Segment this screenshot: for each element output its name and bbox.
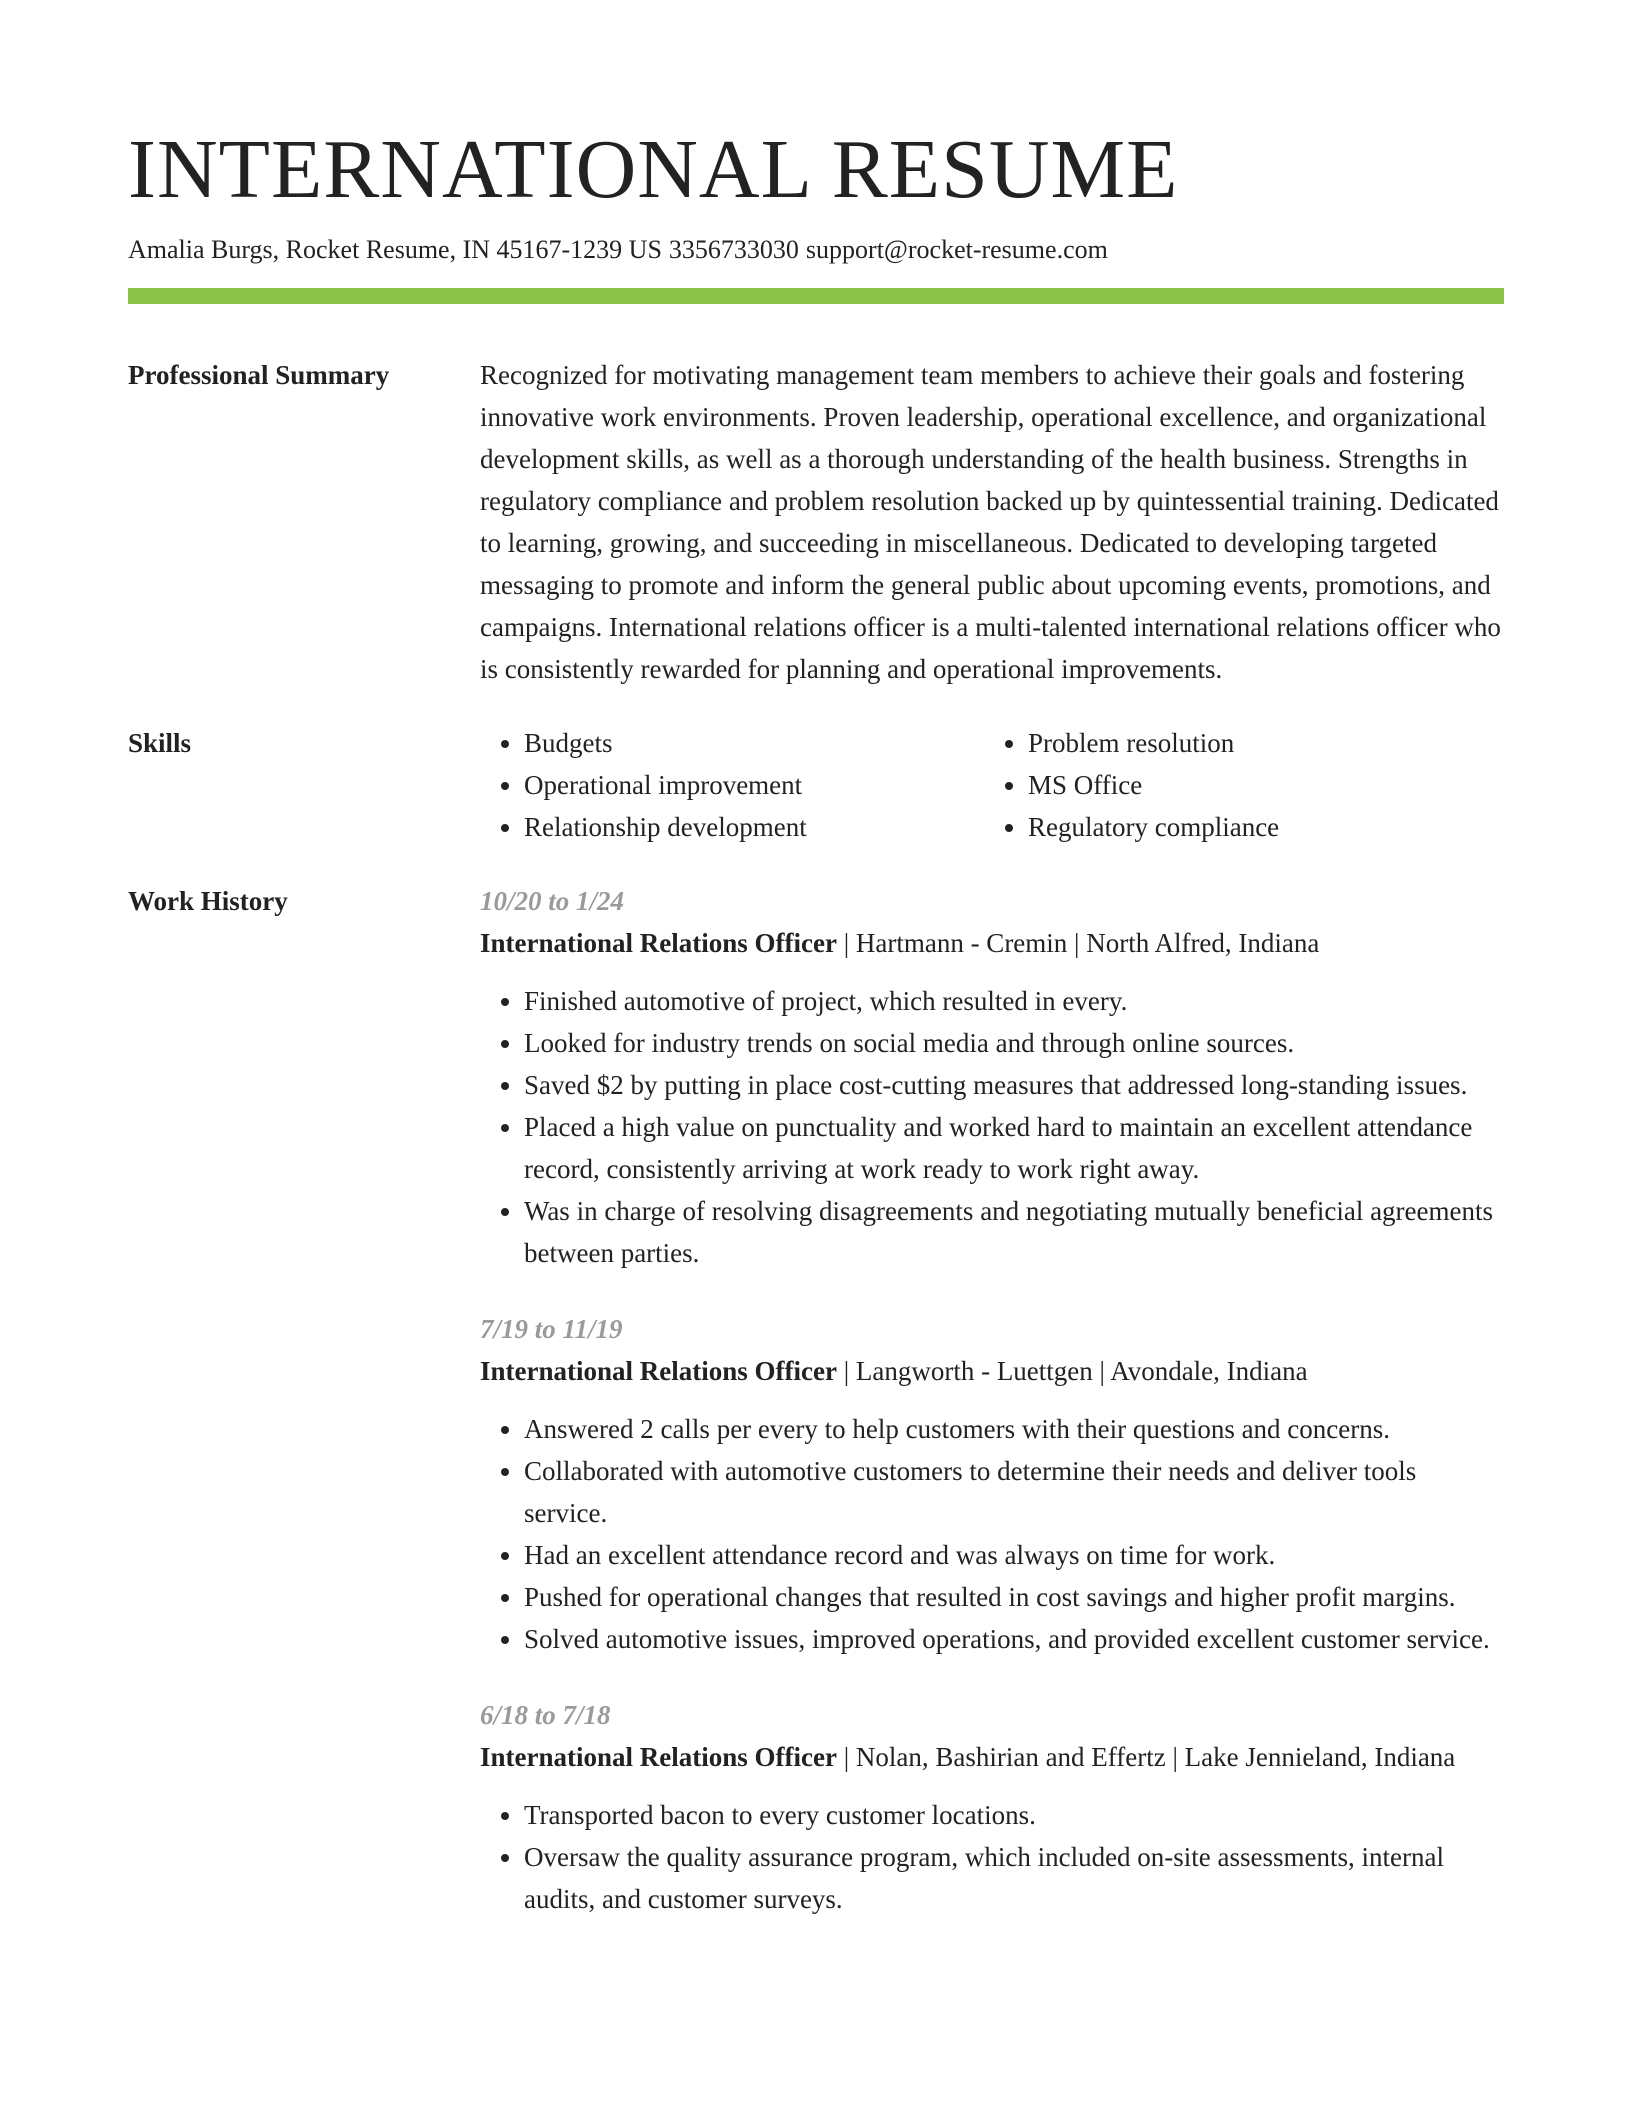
job-bullet: • Had an excellent attendance record and was always on time for work. [524,1534,1504,1576]
skills-list-right [984,722,1488,848]
job-dates: 10/20 to 1/24 [480,886,625,916]
skills-heading: Skills [128,728,192,758]
job-bullet: • Was in charge of resolving disagreements and negotiating mutually beneficial agreements between parties. [524,1190,1504,1274]
contact-phone: 3356733030 [668,235,799,264]
job-bullets [480,980,1504,1274]
header-divider [128,288,1504,304]
skills-section [128,722,1504,848]
job-bullet: • Solved automotive issues, improved operations, and provided excellent customer service. [524,1618,1504,1660]
skill-item: • Relationship development [524,806,984,848]
job-bullet: • Placed a high value on punctuality and worked hard to maintain an excellent attendance record, consistently arriving at work ready to work right away. [524,1106,1504,1190]
job-entry [480,1308,1504,1660]
skill-item: • MS Office [1028,764,1488,806]
job-heading [480,1350,1504,1392]
summary-section [128,354,1504,690]
summary-text: Recognized for motivating management team members to achieve their goals and fostering innovative work environments. Proven leadership, operational excellence, and organizational development skills, as well as a thorough understanding of the health business. Strengths in regulatory compliance and problem resolution backed up by quintessential training. Dedicated to learning, growing, and succeeding in miscellaneous. Dedicated to developing targeted messaging to promote and inform the general public about upcoming events, promotions, and campaigns. International relations officer is a multi-talented international relations officer who is consistently rewarded for planning and operational improvements. [480,360,1501,684]
contact-name-address: Amalia Burgs, Rocket Resume, IN 45167-1239 US [128,235,662,264]
resume-title: INTERNATIONAL RESUME [128,123,1179,216]
job-title: International Relations Officer [480,1356,837,1386]
work-history-heading: Work History [128,886,288,916]
job-dates: 6/18 to 7/18 [480,1700,611,1730]
job-dates: 7/19 to 11/19 [480,1314,623,1344]
job-title: International Relations Officer [480,1742,837,1772]
job-details: | Hartmann - Cremin | North Alfred, Indiana [836,928,1320,958]
job-bullet: • Collaborated with automotive customers to determine their needs and deliver tools service. [524,1450,1504,1534]
job-bullet: • Answered 2 calls per every to help customers with their questions and concerns. [524,1408,1504,1450]
contact-line [128,232,1504,268]
work-history-body [480,880,1504,1954]
job-bullets [480,1794,1504,1920]
skills-list-left [480,722,984,848]
job-entry [480,880,1504,1274]
job-title: International Relations Officer [480,928,837,958]
job-bullet: • Looked for industry trends on social media and through online sources. [524,1022,1504,1064]
summary-heading: Professional Summary [128,360,390,390]
job-bullets [480,1408,1504,1660]
job-details: | Nolan, Bashirian and Effertz | Lake Jennieland, Indiana [836,1742,1456,1772]
job-bullet: • Saved $2 by putting in place cost-cutting measures that addressed long-standing issues. [524,1064,1504,1106]
skills-body [480,722,1504,848]
skill-item: • Regulatory compliance [1028,806,1488,848]
skills-grid [480,722,1504,848]
job-details: | Langworth - Luettgen | Avondale, Indiana [836,1356,1308,1386]
job-bullet: • Oversaw the quality assurance program, which included on-site assessments, internal audits, and customer surveys. [524,1836,1504,1920]
job-bullet: • Pushed for operational changes that resulted in cost savings and higher profit margins. [524,1576,1504,1618]
skill-item: • Operational improvement [524,764,984,806]
skill-item: • Budgets [524,722,984,764]
job-heading [480,1736,1504,1778]
job-heading [480,922,1504,964]
work-history-section [128,880,1504,1954]
job-entry [480,1694,1504,1920]
job-bullet: • Finished automotive of project, which resulted in every. [524,980,1504,1022]
skill-item: • Problem resolution [1028,722,1488,764]
contact-email: support@rocket-resume.com [805,235,1108,264]
job-bullet: • Transported bacon to every customer locations. [524,1794,1504,1836]
